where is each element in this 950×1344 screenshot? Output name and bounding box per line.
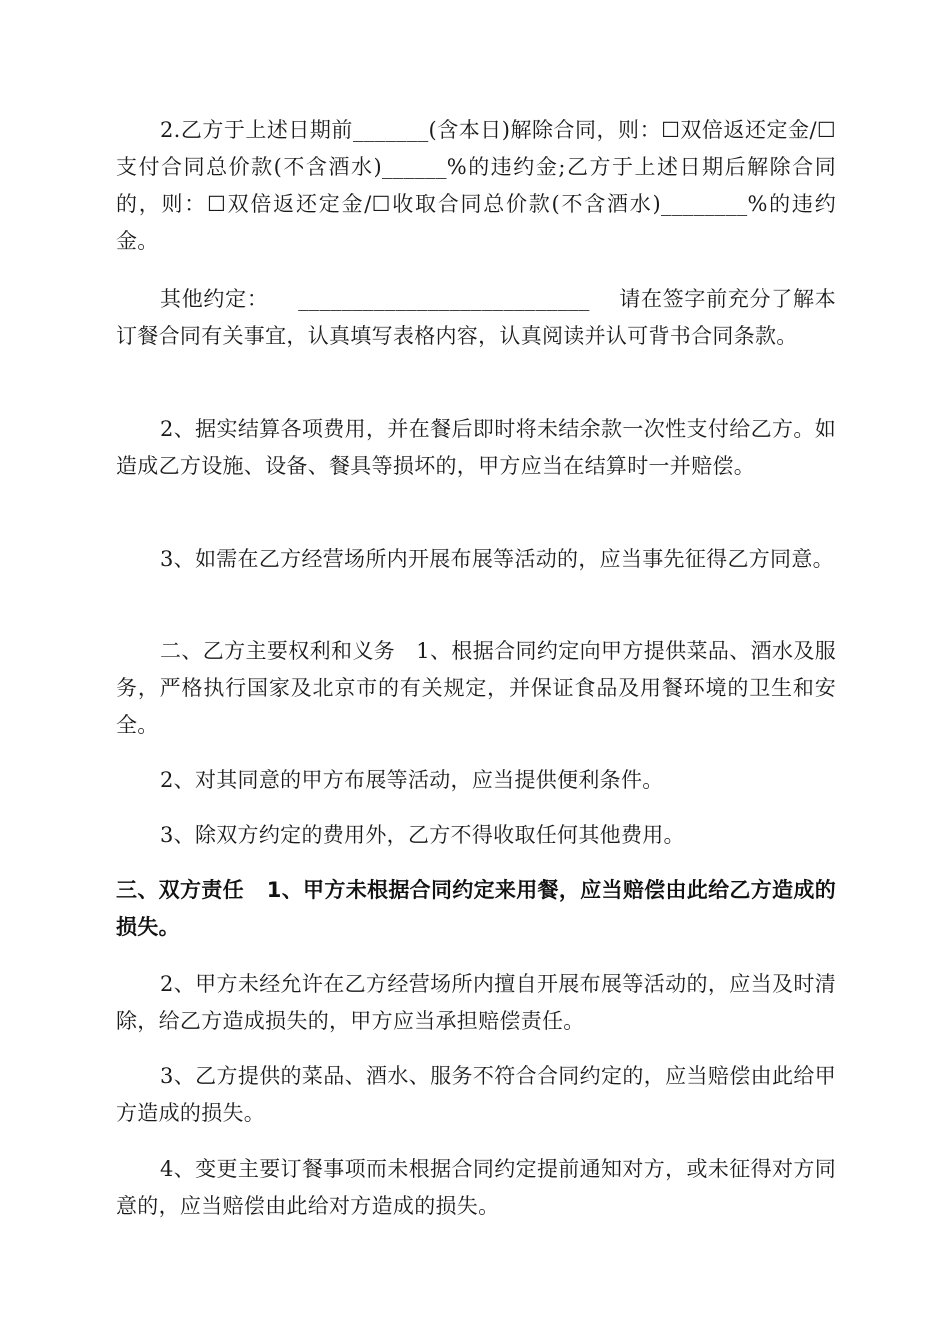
clause-liability-nonconforming-service: 3、乙方提供的菜品、酒水、服务不符合合同约定的，应当赔偿由此给甲方造成的损失。 [116,1064,836,1125]
clause-liability-change-notice: 4、变更主要订餐事项而未根据合同约定提前通知对方，或未征得对方同意的，应当赔偿由此给对方造成的损失。 [116,1157,836,1218]
clause-party-b-facilitation: 2、对其同意的甲方布展等活动，应当提供便利条件。 [160,768,664,792]
section-party-b-rights: 二、乙方主要权利和义务 1、根据合同约定向甲方提供菜品、酒水及服务，严格执行国家及北京市的有关规定，并保证食品及用餐环境的卫生和安全。 [116,639,836,737]
clause-termination-penalty: 2.乙方于上述日期前_______(含本日)解除合同，则：☐双倍返还定金/☐支付合同总价款(不含酒水)______%的违约金;乙方于上述日期后解除合同的，则：☐双倍返还定金/☐收取合同总价款(不含酒水)________%的违约金。 [116,118,836,253]
clause-liability-unauthorized-exhibition: 2、甲方未经允许在乙方经营场所内擅自开展布展等活动的，应当及时清除，给乙方造成损失的，甲方应当承担赔偿责任。 [116,972,836,1033]
clause-party-a-exhibition-consent: 3、如需在乙方经营场所内开展布展等活动的，应当事先征得乙方同意。 [160,547,834,571]
section-liabilities-heading: 三、双方责任 1、甲方未根据合同约定来用餐，应当赔偿由此给乙方造成的损失。 [116,878,836,939]
clause-party-a-settlement: 2、据实结算各项费用，并在餐后即时将未结余款一次性支付给乙方。如造成乙方设施、设备、餐具等损坏的，甲方应当在结算时一并赔偿。 [116,417,836,478]
clause-party-b-no-extra-fees: 3、除双方约定的费用外，乙方不得收取任何其他费用。 [160,823,685,847]
clause-other-agreement: 其他约定： ___________________________ 请在签字前充分了解本订餐合同有关事宜，认真填写表格内容，认真阅读并认可背书合同条款。 [116,287,836,348]
